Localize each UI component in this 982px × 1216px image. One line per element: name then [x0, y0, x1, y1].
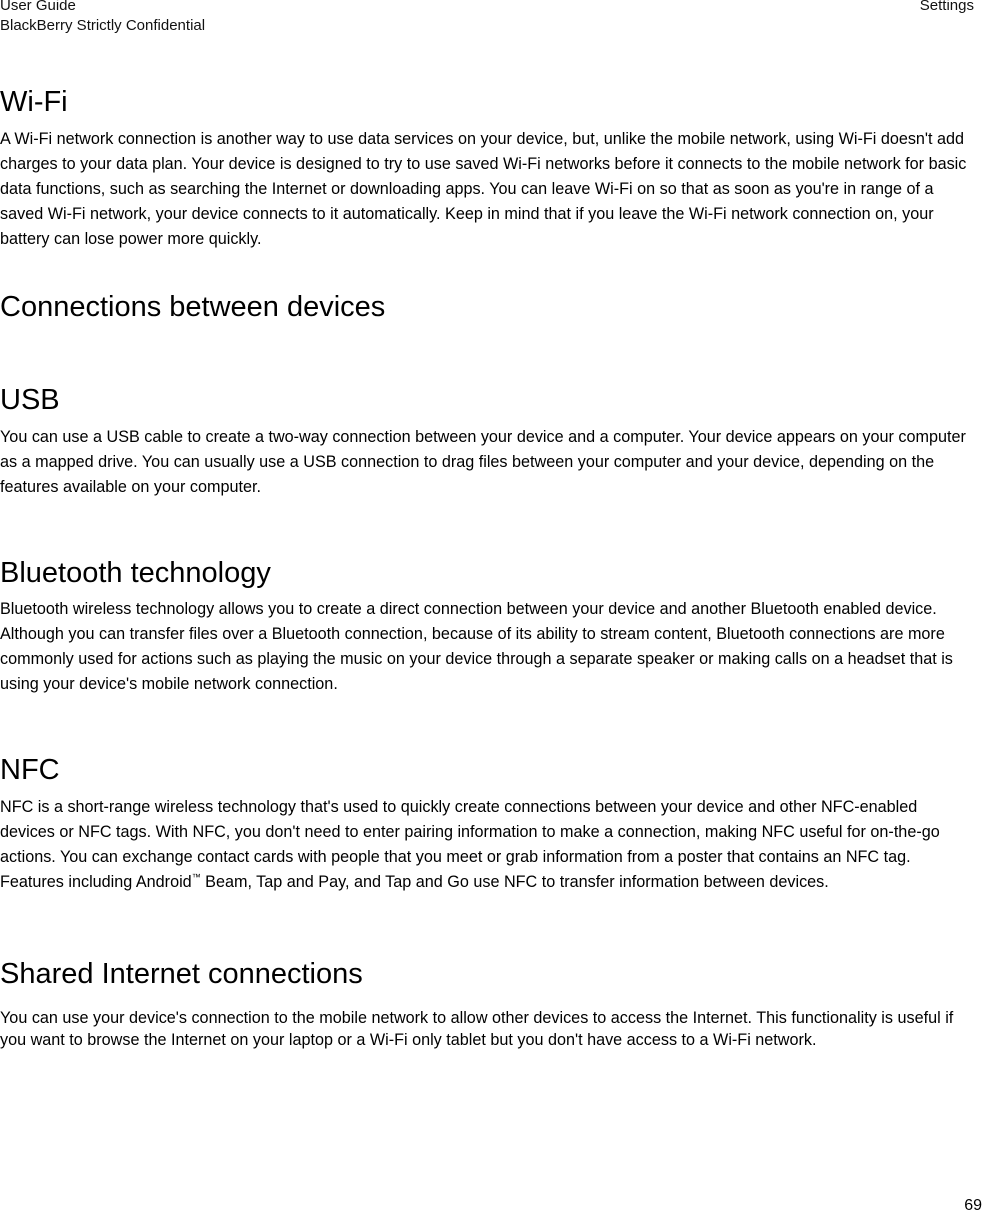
- bluetooth-heading: Bluetooth technology: [0, 557, 271, 589]
- wifi-heading: Wi-Fi: [0, 86, 68, 118]
- bluetooth-body: Bluetooth wireless technology allows you to create a direct connection between your device and another Bluetooth enabled device. Although you can transfer files over a Bluetooth connection, because of its ability to stream content, Bluetooth connections are more commonly used for actions such as playing the music on your device through a separate speaker or making calls on a headset that is using your device's mobile network connection.: [0, 600, 953, 693]
- shared-internet-body: You can use your device's connection to the mobile network to allow other devices to access the Internet. This functionality is useful if you want to browse the Internet on your laptop or a Wi-Fi only tablet but you don't have access to a Wi-Fi network.: [0, 1009, 954, 1049]
- nfc-body: [0, 795, 975, 895]
- wifi-body: A Wi-Fi network connection is another way to use data services on your device, but, unlike the mobile network, using Wi-Fi doesn't add charges to your data plan. Your device is designed to try to use saved Wi-Fi networks before it connects to the mobile network for basic data functions, such as searching the Internet or downloading apps. You can leave Wi-Fi on so that as soon as you're in range of a saved Wi-Fi network, your device connects to it automatically. Keep in mind that if you leave the Wi-Fi network connection on, your battery can lose power more quickly.: [0, 130, 967, 248]
- shared-internet-heading: Shared Internet connections: [0, 958, 363, 990]
- page-number: 69: [964, 1197, 982, 1214]
- connections-heading: Connections between devices: [0, 291, 386, 323]
- usb-heading: USB: [0, 384, 60, 416]
- usb-body: You can use a USB cable to create a two-way connection between your device and a computer. Your device appears on your computer as a mapped drive. You can usually use a USB connection to drag files between your computer and your device, depending on the features available on your computer.: [0, 428, 966, 496]
- nfc-body-end: Beam, Tap and Pay, and Tap and Go use NFC to transfer information between devices.: [200, 873, 829, 891]
- nfc-heading: NFC: [0, 754, 60, 786]
- running-header-section: Settings: [919, 0, 974, 14]
- trademark-symbol: ™: [191, 872, 201, 882]
- running-header-left: [0, 0, 205, 36]
- guide-title: User Guide: [0, 0, 76, 14]
- confidentiality-notice: BlackBerry Strictly Confidential: [0, 17, 206, 34]
- nfc-body-start: NFC is a short-range wireless technology that's used to quickly create connections between your device and other NFC-enabled devices or NFC tags. With NFC, you don't need to enter pairing information to make a connection, making NFC useful for on-the-go actions. You can exchange contact cards with people that you meet or grab information from a poster that contains an NFC tag. Features including Android: [0, 798, 940, 891]
